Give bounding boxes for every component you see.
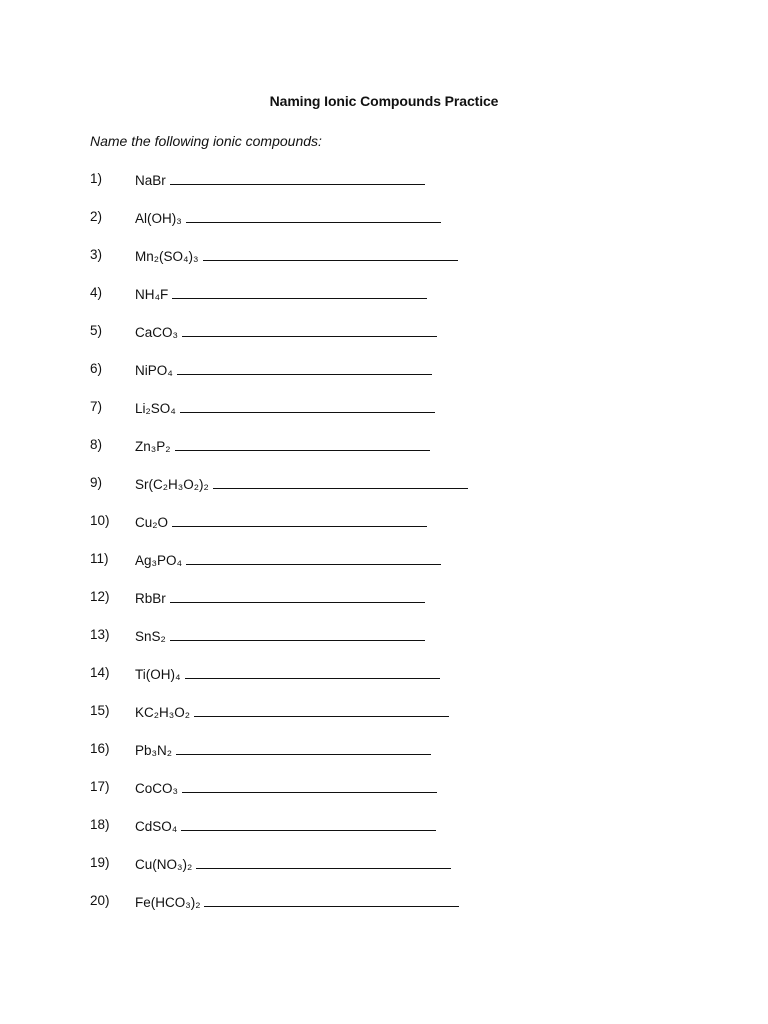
compound-formula: Fe(HCO₃)₂ [135,895,201,910]
question-number: 14) [90,665,110,680]
compound-formula: SnS₂ [135,629,166,644]
question-item [90,854,710,892]
compound-formula: NH₄F [135,287,169,302]
instructions-text: Name the following ionic compounds: [90,133,322,149]
question-item [90,892,710,930]
question-number: 11) [90,551,109,566]
question-number: 15) [90,703,110,718]
question-item [90,322,710,360]
answer-blank[interactable] [180,398,435,413]
compound-formula: Ti(OH)₄ [135,667,181,682]
question-number: 3) [90,247,103,262]
question-item [90,436,710,474]
question-item [90,284,710,322]
answer-blank[interactable] [170,170,425,185]
compound-formula: Ag₃PO₄ [135,553,183,568]
question-item [90,208,710,246]
question-number: 17) [90,779,110,794]
question-item [90,474,710,512]
question-number: 18) [90,817,110,832]
question-item [90,816,710,854]
compound-formula: Sr(C₂H₃O₂)₂ [135,477,209,492]
question-number: 20) [90,893,110,908]
question-item [90,550,710,588]
answer-blank[interactable] [185,664,440,679]
compound-formula: CaCO₃ [135,325,179,340]
question-number: 7) [90,399,103,414]
answer-blank[interactable] [176,740,431,755]
question-item [90,740,710,778]
compound-formula: Li₂SO₄ [135,401,176,416]
compound-formula: Mn₂(SO₄)₃ [135,249,199,264]
answer-blank[interactable] [186,550,441,565]
answer-blank[interactable] [204,892,459,907]
question-number: 6) [90,361,103,376]
answer-blank[interactable] [182,778,437,793]
question-number: 1) [90,171,103,186]
question-number: 9) [90,475,103,490]
answer-blank[interactable] [170,626,425,641]
question-item [90,702,710,740]
answer-blank[interactable] [177,360,432,375]
compound-formula: Zn₃P₂ [135,439,171,454]
answer-blank[interactable] [175,436,430,451]
question-number: 10) [90,513,110,528]
answer-blank[interactable] [181,816,436,831]
answer-blank[interactable] [213,474,468,489]
question-item [90,778,710,816]
compound-formula: NiPO₄ [135,363,173,378]
question-list [90,170,710,930]
question-number: 19) [90,855,110,870]
question-item [90,588,710,626]
answer-blank[interactable] [182,322,437,337]
question-number: 4) [90,285,103,300]
question-item [90,398,710,436]
compound-formula: Al(OH)₃ [135,211,182,226]
compound-formula: CdSO₄ [135,819,178,834]
question-number: 13) [90,627,110,642]
question-number: 5) [90,323,103,338]
question-number: 2) [90,209,103,224]
question-item [90,246,710,284]
answer-blank[interactable] [172,284,427,299]
question-item [90,360,710,398]
compound-formula: Pb₃N₂ [135,743,172,758]
question-number: 8) [90,437,103,452]
answer-blank[interactable] [194,702,449,717]
answer-blank[interactable] [172,512,427,527]
compound-formula: CoCO₃ [135,781,179,796]
answer-blank[interactable] [186,208,441,223]
compound-formula: Cu₂O [135,515,168,530]
answer-blank[interactable] [196,854,451,869]
question-item [90,626,710,664]
answer-blank[interactable] [170,588,425,603]
question-item [90,664,710,702]
compound-formula: KC₂H₃O₂ [135,705,190,720]
compound-formula: NaBr [135,173,166,188]
question-number: 16) [90,741,110,756]
answer-blank[interactable] [203,246,458,261]
page-title: Naming Ionic Compounds Practice [269,93,499,109]
compound-formula: Cu(NO₃)₂ [135,857,193,872]
question-item [90,512,710,550]
question-item [90,170,710,208]
question-number: 12) [90,589,110,604]
compound-formula: RbBr [135,591,166,606]
